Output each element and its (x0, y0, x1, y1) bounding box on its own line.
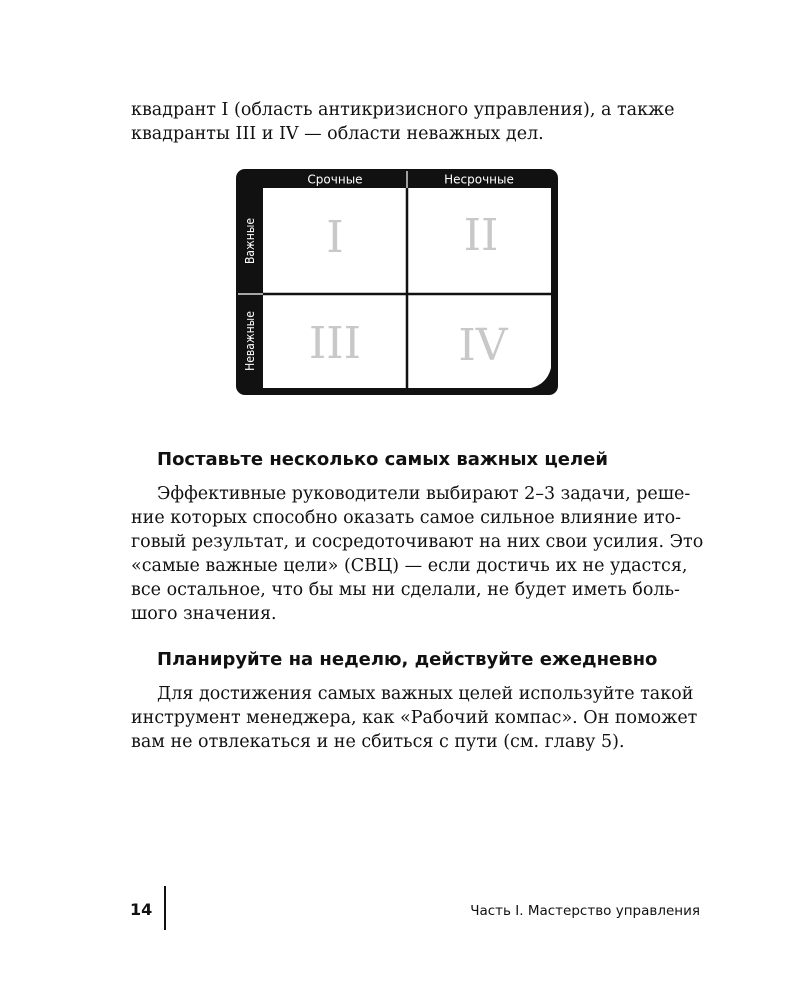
priority-matrix-diagram (235, 168, 559, 396)
running-title: Часть I. Мастерство управления (470, 903, 700, 919)
section-heading: Планируйте на неделю, действуйте ежедневно (157, 649, 658, 670)
text-line: Для достижения самых важных целей используйте такой (157, 684, 694, 704)
section-heading: Поставьте несколько самых важных целей (157, 449, 608, 470)
column-header-not-urgent: Несрочные (444, 172, 514, 187)
row-header-important: Важные (243, 218, 257, 264)
footer-divider (164, 886, 166, 930)
intro-paragraph (131, 98, 701, 146)
text-line: инструмент менеджера, как «Рабочий компас». Он поможет (131, 708, 698, 728)
text-line: ние которых способно оказать самое сильное влияние ито- (131, 508, 682, 528)
text-line: Эффективные руководители выбирают 2–3 задачи, реше- (157, 484, 691, 504)
row-header-not-important: Неважные (243, 311, 257, 371)
quadrant-label-3: III (308, 318, 362, 369)
page-number: 14 (130, 900, 153, 919)
quadrant-label-2: II (463, 210, 499, 261)
quadrant-label-4: IV (458, 320, 508, 371)
text-line: вам не отвлекаться и не сбиться с пути (см. главу 5). (131, 732, 625, 752)
text-line: квадрант I (область антикризисного управления), а также (131, 100, 675, 120)
section-paragraph (131, 682, 701, 754)
text-line: «самые важные цели» (СВЦ) — если достичь их не удастся, (131, 556, 688, 576)
section-paragraph (131, 482, 704, 626)
column-header-urgent: Срочные (307, 172, 363, 187)
quadrant-label-1: I (326, 212, 344, 263)
text-line: говый результат, и сосредоточивают на них свои усилия. Это (131, 532, 704, 552)
text-line: квадранты III и IV — области неважных дел. (131, 124, 544, 144)
text-line: шого значения. (131, 604, 277, 624)
text-line: все остальное, что бы мы ни сделали, не будет иметь боль- (131, 580, 680, 600)
